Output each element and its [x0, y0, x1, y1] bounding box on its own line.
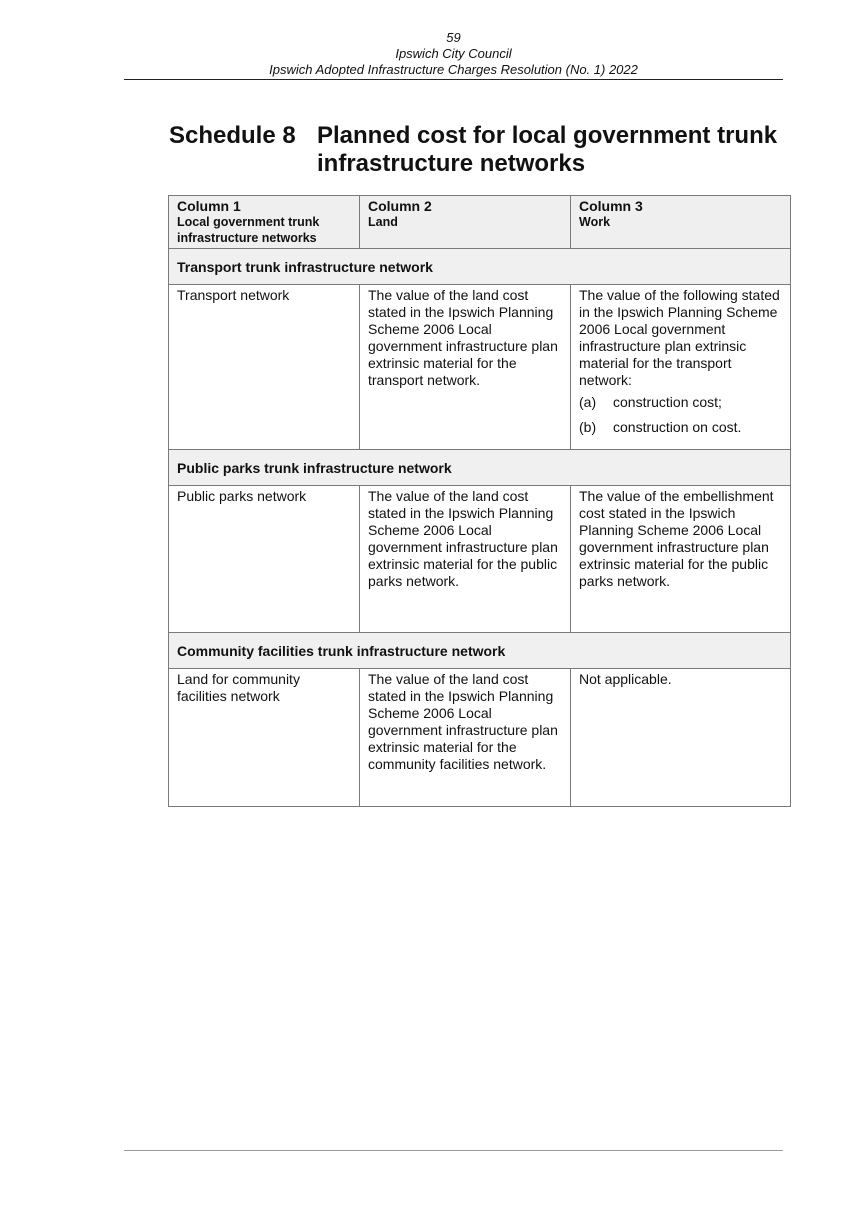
list-item — [579, 419, 782, 436]
table-row — [169, 486, 791, 633]
land-cell: The value of the land cost stated in the Ipswich Planning Scheme 2006 Local government infrastructure plan extrinsic material for the public parks network. — [360, 486, 571, 633]
column-2-header — [360, 196, 571, 249]
column-3-subtitle: Work — [579, 215, 611, 229]
work-description: The value of the following stated in the Ipswich Planning Scheme 2006 Local government infrastructure plan extrinsic material for the transport network: — [579, 287, 780, 388]
column-2-subtitle: Land — [368, 215, 398, 229]
column-2-title: Column 2 — [368, 198, 432, 214]
footer-divider — [124, 1150, 783, 1151]
column-1-subtitle-line-2: infrastructure networks — [177, 231, 317, 245]
section-heading-row — [169, 450, 791, 486]
section-heading-transport: Transport trunk infrastructure network — [169, 249, 791, 285]
section-heading-community-facilities: Community facilities trunk infrastructure network — [169, 633, 791, 669]
section-heading-row — [169, 633, 791, 669]
work-cell — [571, 285, 791, 450]
column-1-title: Column 1 — [177, 198, 241, 214]
column-3-title: Column 3 — [579, 198, 643, 214]
planned-cost-table — [168, 195, 791, 807]
schedule-number: Schedule 8 — [169, 122, 296, 149]
list-item — [579, 394, 782, 411]
column-3-header — [571, 196, 791, 249]
network-cell: Land for community facilities network — [169, 669, 360, 807]
column-1-header — [169, 196, 360, 249]
schedule-title-line-1: Planned cost for local government trunk — [317, 122, 778, 149]
page-header — [124, 30, 783, 78]
list-item-label: (a) — [579, 394, 597, 410]
document-title: Ipswich Adopted Infrastructure Charges Resolution (No. 1) 2022 — [269, 62, 638, 77]
schedule-heading — [169, 122, 799, 178]
schedule-title-line-2: infrastructure networks — [317, 150, 586, 177]
table-header-row — [169, 196, 791, 249]
schedule-title — [317, 122, 799, 178]
network-cell: Public parks network — [169, 486, 360, 633]
work-cell: The value of the embellishment cost stated in the Ipswich Planning Scheme 2006 Local government infrastructure plan extrinsic material for the public parks network. — [571, 486, 791, 633]
header-divider — [124, 79, 783, 80]
network-cell: Transport network — [169, 285, 360, 450]
land-cell: The value of the land cost stated in the Ipswich Planning Scheme 2006 Local government infrastructure plan extrinsic material for the community facilities network. — [360, 669, 571, 807]
organisation-name: Ipswich City Council — [395, 46, 512, 61]
work-item-list — [579, 394, 782, 436]
table-row — [169, 669, 791, 807]
table-row — [169, 285, 791, 450]
section-heading-row — [169, 249, 791, 285]
page-number: 59 — [446, 30, 461, 45]
list-item-text: construction on cost. — [613, 419, 742, 435]
land-cell: The value of the land cost stated in the Ipswich Planning Scheme 2006 Local government infrastructure plan extrinsic material for the transport network. — [360, 285, 571, 450]
section-heading-public-parks: Public parks trunk infrastructure network — [169, 450, 791, 486]
list-item-text: construction cost; — [613, 394, 722, 410]
column-1-subtitle-line-1: Local government trunk — [177, 215, 320, 229]
list-item-label: (b) — [579, 419, 597, 435]
work-cell: Not applicable. — [571, 669, 791, 807]
